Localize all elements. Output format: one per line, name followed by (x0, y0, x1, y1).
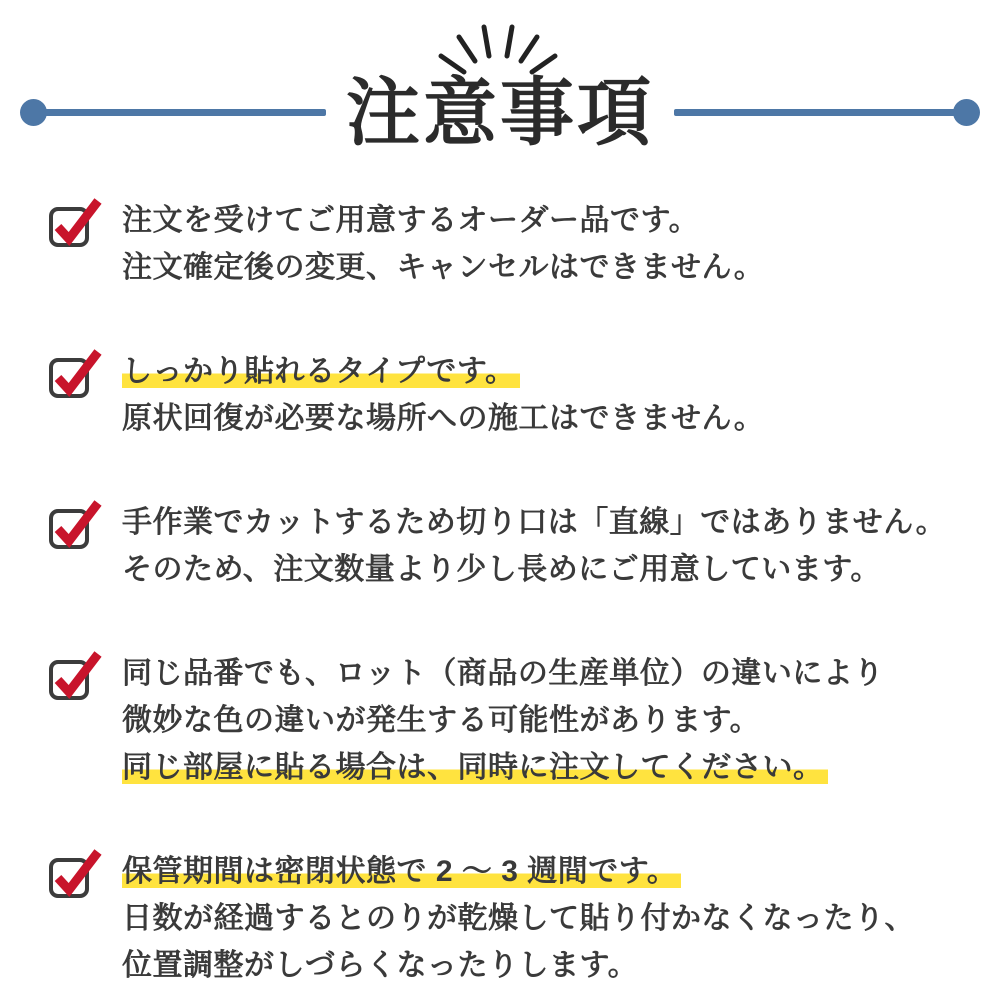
highlighted-text: 同じ部屋に貼る場合は、同時に注文してください。 (122, 751, 828, 784)
notice-text: 同じ品番でも、ロット（商品の生産単位）の違いにより (122, 657, 884, 691)
accent-bar-left (43, 109, 326, 116)
highlighted-text: しっかり貼れるタイプです。 (122, 355, 520, 388)
notice-line (122, 744, 884, 791)
notice-line (122, 895, 915, 942)
notice-line (122, 848, 915, 895)
notice-line (122, 197, 764, 244)
notice-line (122, 395, 764, 442)
notice-line (122, 650, 884, 697)
checkbox-icon (48, 197, 104, 249)
checkbox-icon (48, 499, 104, 551)
notice-text: 微妙な色の違いが発生する可能性があります。 (122, 704, 761, 738)
accent-line-left (20, 99, 326, 127)
checklist-item (20, 650, 980, 791)
checkmark-icon (58, 654, 98, 692)
checkmark-icon (58, 352, 98, 390)
notice-text: 日数が経過するとのりが乾燥して貼り付かなくなったり、 (122, 902, 915, 936)
checkmark-icon (58, 503, 98, 541)
notice-line (122, 244, 764, 291)
notice-text-block (122, 197, 764, 291)
notice-text-block (122, 650, 884, 791)
checkmark-icon (58, 852, 98, 890)
notice-text-block (122, 499, 946, 593)
accent-bar-right (674, 109, 957, 116)
checkbox-icon (48, 650, 104, 702)
checkbox-icon (48, 348, 104, 400)
checkmark-icon (58, 201, 98, 239)
notice-text: 位置調整がしづらくなったりします。 (122, 949, 639, 983)
checklist (20, 197, 980, 989)
checklist-item (20, 197, 980, 291)
notice-text: そのため、注文数量より少し長めにご用意しています。 (122, 553, 881, 587)
notice-line (122, 697, 884, 744)
checklist-item (20, 848, 980, 989)
page-title: 注意事項 (346, 71, 654, 154)
notice-text-block (122, 848, 915, 989)
notice-text: 手作業でカットするため切り口は「直線」ではありません。 (122, 506, 947, 540)
notice-line (122, 942, 915, 989)
checklist-item (20, 348, 980, 442)
checklist-item (20, 499, 980, 593)
title-row (20, 72, 980, 153)
notice-line (122, 499, 946, 546)
notice-line (122, 546, 946, 593)
notice-line (122, 348, 764, 395)
notice-text: 注文確定後の変更、キャンセルはできません。 (122, 251, 765, 285)
notice-text-block (122, 348, 764, 442)
accent-dot-right (953, 99, 980, 126)
header (20, 0, 980, 153)
highlighted-text: 保管期間は密閉状態で 2 〜 3 週間です。 (122, 855, 681, 888)
burst-rays-icon (420, 10, 580, 80)
notice-text: 注文を受けてご用意するオーダー品です。 (122, 204, 700, 238)
notice-text: 原状回復が必要な場所への施工はできません。 (122, 402, 765, 436)
checkbox-icon (48, 848, 104, 900)
accent-line-right (674, 99, 980, 127)
